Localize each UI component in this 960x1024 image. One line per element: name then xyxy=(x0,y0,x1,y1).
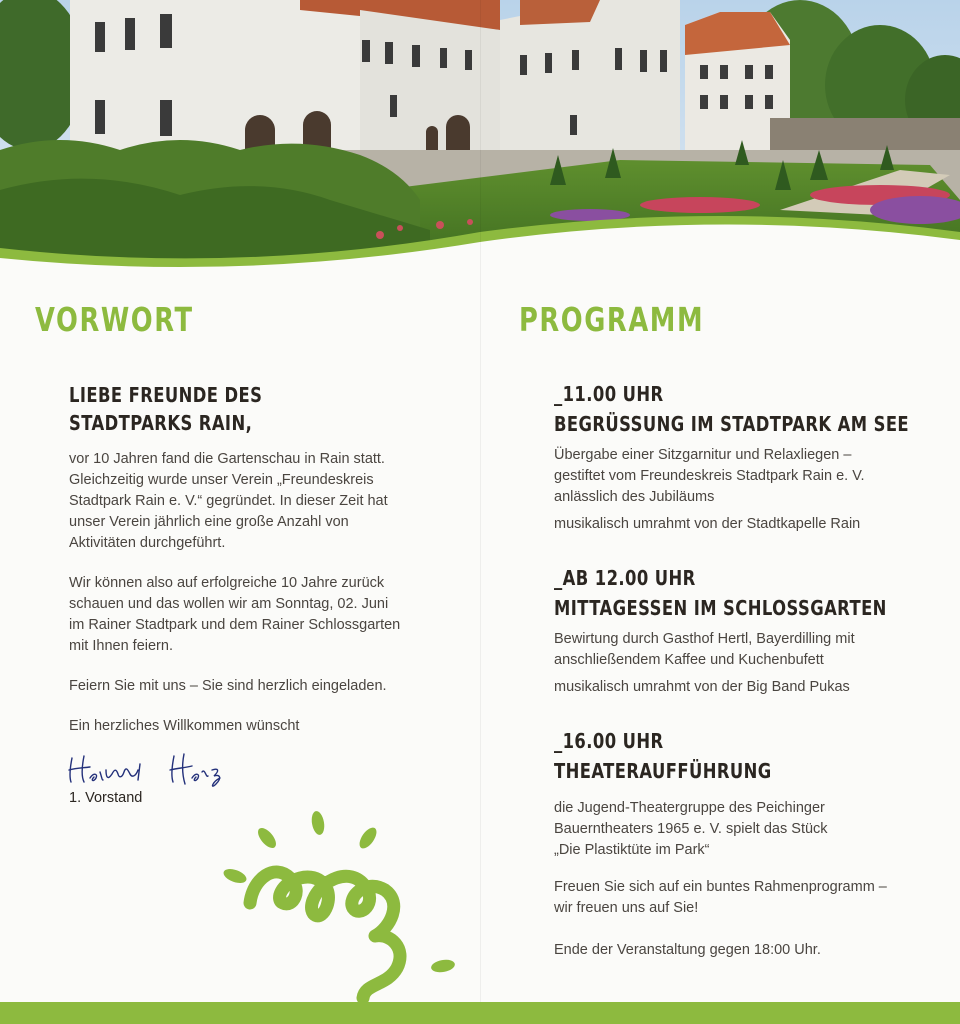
text-line: Wir können also auf erfolgreiche 10 Jahre zurück xyxy=(69,575,385,591)
program-event-title: MITTAGESSEN IM SCHLOSSGARTEN xyxy=(554,596,887,620)
text-line: Ein herzliches Willkommen wünscht xyxy=(69,718,300,734)
program-closing-note-1 xyxy=(554,877,944,919)
stadtpark-logo-icon xyxy=(215,808,465,1013)
text-line: vor 10 Jahren fand die Gartenschau in Rain statt. xyxy=(69,451,385,467)
closing-text: Ende der Veranstaltung gegen 18:00 Uhr. xyxy=(554,942,821,958)
text-line: anschließendem Kaffee und Kuchenbufett xyxy=(554,652,824,668)
program-closing-note-2 xyxy=(554,940,944,961)
role-label: 1. Vorstand xyxy=(69,790,143,806)
programm-title: PROGRAMM xyxy=(519,300,705,339)
vorwort-body xyxy=(69,449,449,756)
footer-green-strip xyxy=(0,1002,960,1024)
green-squiggle-logo xyxy=(215,808,465,1008)
text-line: wir freuen uns auf Sie! xyxy=(554,900,699,916)
text-line: Gleichzeitig wurde unser Verein „Freundeskreis xyxy=(69,472,374,488)
text-line: Freuen Sie sich auf ein buntes Rahmenprogramm – xyxy=(554,879,887,895)
closing-text xyxy=(554,877,944,919)
text-line: schauen und das wollen wir am Sonntag, 02. Juni xyxy=(69,596,389,612)
text-line: mit Ihnen feiern. xyxy=(69,638,173,654)
vorwort-title: VORWORT xyxy=(35,300,194,339)
text-line: Stadtpark Rain e. V.“ gegründet. In dieser Zeit hat xyxy=(69,493,388,509)
program-music-note: musikalisch umrahmt von der Big Band Pukas xyxy=(554,679,850,695)
greeting-line-1: LIEBE FREUNDE DES xyxy=(69,383,263,407)
program-item-1 xyxy=(554,379,934,535)
text-line: Bewirtung durch Gasthof Hertl, Bayerdilling mit xyxy=(554,631,855,647)
text-line: im Rainer Stadtpark und dem Rainer Schlossgarten xyxy=(69,617,401,633)
program-event-title: THEATERAUFFÜHRUNG xyxy=(554,759,772,783)
program-description xyxy=(554,798,934,861)
text-line: Aktivitäten durchgeführt. xyxy=(69,535,226,551)
text-line: Feiern Sie mit uns – Sie sind herzlich eingeladen. xyxy=(69,678,387,694)
handwritten-signature xyxy=(66,750,236,795)
text-line: die Jugend-Theatergruppe des Peichinger xyxy=(554,800,825,816)
text-line: Bauerntheaters 1965 e. V. spielt das Stück xyxy=(554,821,828,837)
program-description xyxy=(554,629,934,671)
program-description xyxy=(554,445,934,508)
program-time: _11.00 UHR xyxy=(554,382,664,406)
vorwort-paragraph-3 xyxy=(69,676,449,697)
vorwort-paragraph-2 xyxy=(69,573,449,657)
program-item-2 xyxy=(554,563,934,698)
greeting-heading xyxy=(69,381,262,437)
program-time: _16.00 UHR xyxy=(554,729,664,753)
text-line: Übergabe einer Sitzgarnitur und Relaxliegen – xyxy=(554,447,852,463)
text-line: unser Verein jährlich eine große Anzahl von xyxy=(69,514,349,530)
page-fold-line xyxy=(480,0,481,1024)
program-music-note: musikalisch umrahmt von der Stadtkapelle Rain xyxy=(554,516,861,532)
vorwort-paragraph-4 xyxy=(69,716,449,737)
text-line: anlässlich des Jubiläums xyxy=(554,489,715,505)
program-item-3 xyxy=(554,726,934,861)
text-line: „Die Plastiktüte im Park“ xyxy=(554,842,710,858)
text-line: gestiftet vom Freundeskreis Stadtpark Rain e. V. xyxy=(554,468,865,484)
greeting-line-2: STADTPARKS RAIN, xyxy=(69,411,253,435)
vorwort-paragraph-1 xyxy=(69,449,449,554)
program-time: _AB 12.00 UHR xyxy=(554,566,696,590)
program-event-title: BEGRÜSSUNG IM STADTPARK AM SEE xyxy=(554,412,910,436)
signature-image xyxy=(66,750,236,790)
